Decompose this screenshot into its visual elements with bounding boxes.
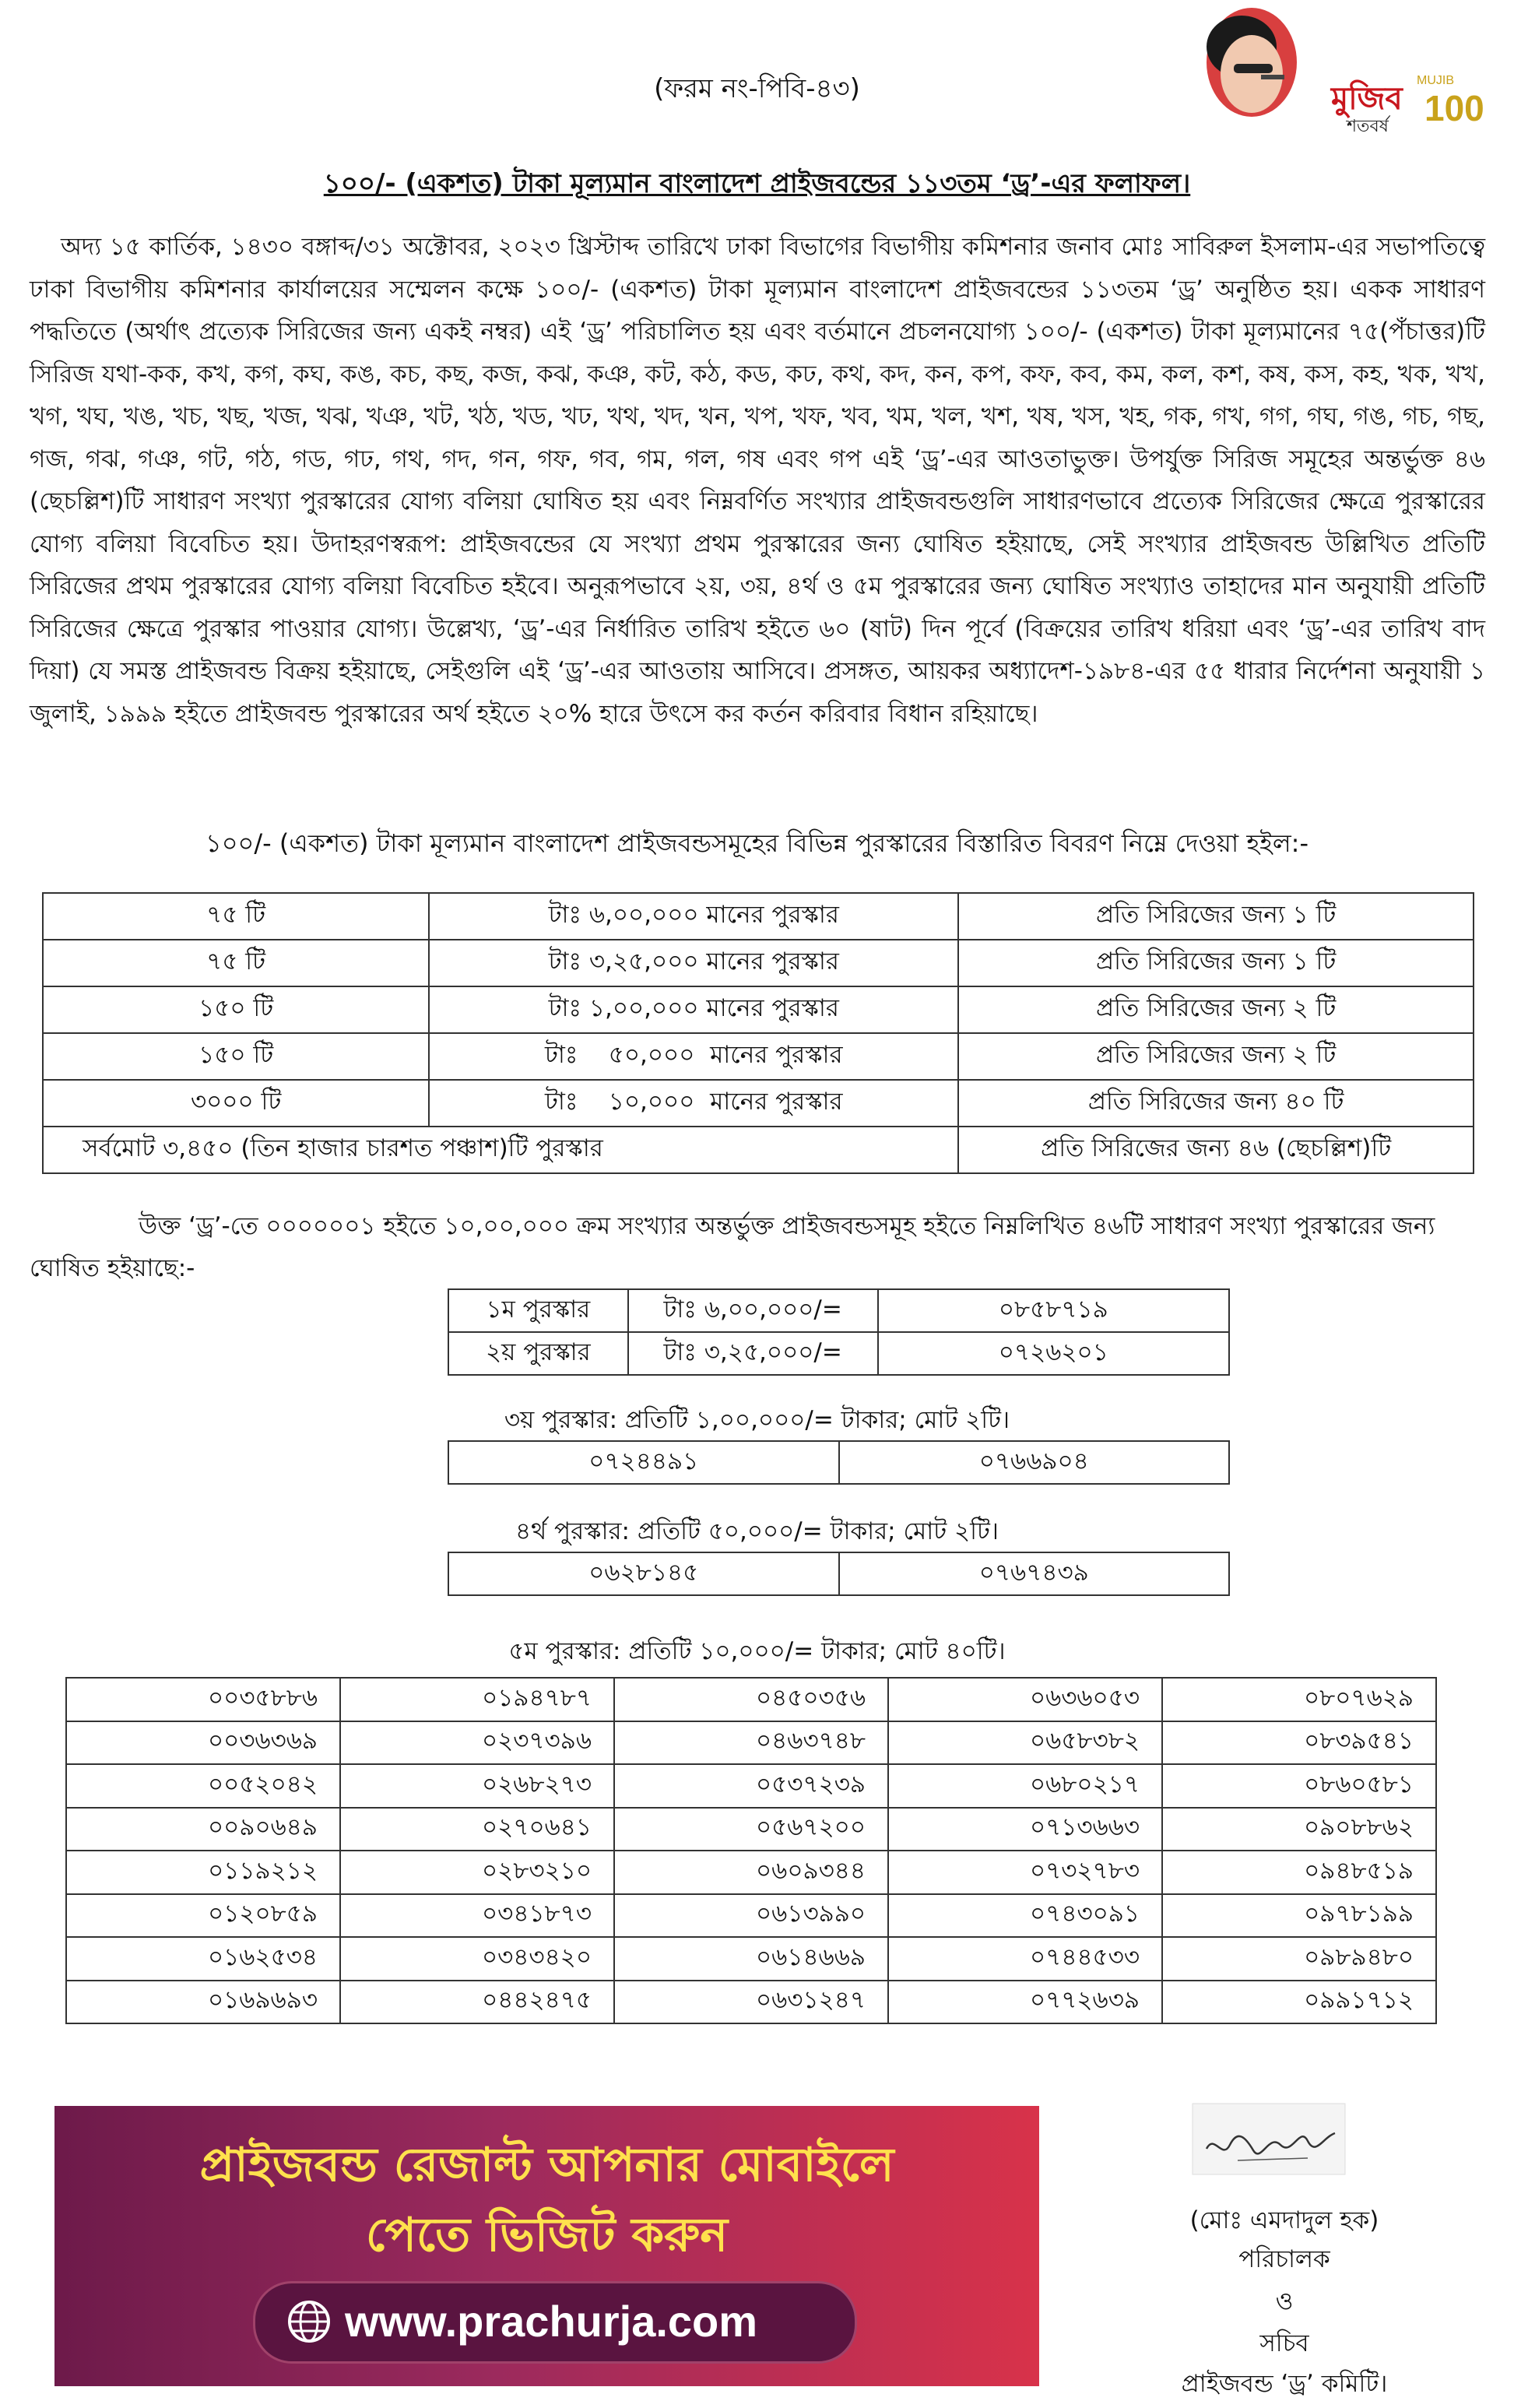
prize-per-series: প্রতি সিরিজের জন্য ২ টি	[958, 986, 1474, 1033]
prize-value: টাঃ ৫০,০০০ মানের পুরস্কার	[429, 1033, 958, 1080]
fourth-prize-caption: ৪র্থ পুরস্কার: প্রতিটি ৫০,০০০/= টাকার; মোট ২টি।	[515, 1517, 999, 1545]
winning-number: ০৭৭২৬৩৯	[888, 1981, 1162, 2024]
winning-number: ০১৯৪৭৮৭	[340, 1678, 614, 1721]
prize-count: ১৫০ টি	[43, 986, 429, 1033]
logo-latin: MUJIB	[1417, 74, 1454, 87]
banner-headline-2: পেতে ভিজিট করুন	[365, 2208, 729, 2262]
winning-number: ০২৩৭৩৯৬	[340, 1721, 614, 1765]
winning-number: ০৬০৯৩৪৪	[614, 1851, 888, 1894]
table-row	[43, 1080, 1474, 1127]
winning-number: ০২৭০৬৪১	[340, 1808, 614, 1851]
winning-number: ০৬১৪৬৬৯	[614, 1937, 888, 1981]
winning-number: ০৪৪২৪৭৫	[340, 1981, 614, 2024]
banner-url-pill[interactable]	[253, 2281, 857, 2364]
logo-number: 100	[1424, 88, 1484, 128]
document-title: ১০০/- (একশত) টাকা মূল্যমান বাংলাদেশ প্রাইজবন্ডের ১১৩তম ‘ড্র’-এর ফলাফল।	[323, 168, 1191, 199]
prize-count: ৭৫ টি	[43, 893, 429, 940]
prize-label: ১ম পুরস্কার	[448, 1289, 628, 1332]
logo-text: মুজিব	[1331, 81, 1403, 117]
winning-number: ০৫৩৭২৩৯	[614, 1764, 888, 1808]
fourth-prize-table	[448, 1552, 1230, 1596]
intro-paragraph: অদ্য ১৫ কার্তিক, ১৪৩০ বঙ্গাব্দ/৩১ অক্টোবর, ২০২৩ খ্রিস্টাব্দ তারিখে ঢাকা বিভাগের বিভাগীয় কমিশনার জনাব মোঃ সাবিরুল ইসলাম-এর সভাপতিত্বে ঢাকা বিভাগীয় কমিশনার কার্যালয়ের সম্মেলন কক্ষে ১০০/- (একশত) টাকা মূল্যমান বাংলাদেশ প্রাইজবন্ডের ১১৩তম ‘ড্র’ অনুষ্ঠিত হয়। একক সাধারণ পদ্ধতিতে (অর্থাৎ প্রত্যেক সিরিজের জন্য একই নম্বর) এই ‘ড্র’ পরিচালিত হয় এবং বর্তমানে প্রচলনযোগ্য ১০০/- (একশত) টাকা মূল্যমানের ৭৫(পঁচাত্তর)টি সিরিজ যথা-কক, কখ, কগ, কঘ, কঙ, কচ, কছ, কজ, কঝ, কঞ, কট, কঠ, কড, কঢ, কথ, কদ, কন, কপ, কফ, কব, কম, কল, কশ, কষ, কস, কহ, খক, খখ, খগ, খঘ, খঙ, খচ, খছ, খজ, খঝ, খঞ, খট, খঠ, খড, খঢ, খথ, খদ, খন, খপ, খফ, খব, খম, খল, খশ, খষ, খস, খহ, গক, গখ, গগ, গঘ, গঙ, গচ, গছ, গজ, গঝ, গঞ, গট, গঠ, গড, গঢ, গথ, গদ, গন, গফ, গব, গম, গল, গষ এবং গপ এই ‘ড্র’-এর আওতাভুক্ত। উপর্যুক্ত সিরিজ সমূহের অন্তর্ভুক্ত ৪৬ (ছেচল্লিশ)টি সাধারণ সংখ্যা পুরস্কারের যোগ্য বলিয়া ঘোষিত হয় এবং নিম্নবর্ণিত সংখ্যার প্রাইজবন্ডগুলি সাধারণভাবে প্রত্যেক সিরিজের ক্ষেত্রে পুরস্কারের যোগ্য বলিয়া বিবেচিত হয়। উদাহরণস্বরূপ: প্রাইজবন্ডের যে সংখ্যা প্রথম পুরস্কারের জন্য ঘোষিত হইয়াছে, সেই সংখ্যার প্রাইজবন্ড উল্লিখিত প্রতিটি সিরিজের প্রথম পুরস্কারের যোগ্য বলিয়া বিবেচিত হইবে। অনুরূপভাবে ২য়, ৩য়, ৪র্থ ও ৫ম পুরস্কারের জন্য ঘোষিত সংখ্যাও তাহাদের মান অনুযায়ী প্রতিটি সিরিজের ক্ষেত্রে পুরস্কার পাওয়ার যোগ্য। উল্লেখ্য, ‘ড্র’-এর নির্ধারিত তারিখ হইতে ৬০ (ষাট) দিন পূর্বে (বিক্রয়ের তারিখ ধরিয়া এবং ‘ড্র’-এর তারিখ বাদ দিয়া) যে সমস্ত প্রাইজবন্ড বিক্রয় হইয়াছে, সেইগুলি এই ‘ড্র’-এর আওতায় আসিবে। প্রসঙ্গত, আয়কর অধ্যাদেশ-১৯৮৪-এর ৫৫ ধারার নির্দেশনা অনুযায়ী ১ জুলাই, ১৯৯৯ হইতে প্রাইজবন্ড পুরস্কারের অর্থ হইতে ২০% হারে উৎসে কর কর্তন করিবার বিধান রহিয়াছে।	[30, 233, 1485, 728]
signatory-and: ও	[1275, 2287, 1294, 2315]
winning-number: ০৩৪১৮৭৩	[340, 1894, 614, 1938]
prachurja-promo-banner[interactable]	[54, 2106, 1039, 2386]
winning-number: ০৫৬৭২০০	[614, 1808, 888, 1851]
table-row	[66, 1851, 1436, 1894]
winning-number: ০৩৪৩৪২০	[340, 1937, 614, 1981]
table-row	[43, 940, 1474, 986]
winning-number: ০৯০৮৮৬২	[1162, 1808, 1436, 1851]
winners-intro: উক্ত ‘ড্র’-তে ০০০০০০১ হইতে ১০,০০,০০০ ক্রম সংখ্যার অন্তর্ভুক্ত প্রাইজবন্ডসমূহ হইতে নিম্নলিখিত ৪৬টি সাধারণ সংখ্যা পুরস্কারের জন্য ঘোষিত হইয়াছে:-	[30, 1212, 1435, 1282]
winning-number: ০৬৮০২১৭	[888, 1764, 1162, 1808]
prize-per-series: প্রতি সিরিজের জন্য ২ টি	[958, 1033, 1474, 1080]
prize-count: ৭৫ টি	[43, 940, 429, 986]
winning-number: ০৮৩৯৫৪১	[1162, 1721, 1436, 1765]
winning-number: ০৭২৬২০১	[878, 1332, 1229, 1375]
third-prize-table	[448, 1440, 1230, 1485]
table-row	[448, 1289, 1229, 1332]
winning-number: ০১১৯২১২	[66, 1851, 340, 1894]
table-row	[448, 1332, 1229, 1375]
table-row	[66, 1981, 1436, 2024]
signatory-role: পরিচালক	[1238, 2245, 1330, 2273]
winning-number: ০৬৩৬০৫৩	[888, 1678, 1162, 1721]
prize-amount: টাঃ ৩,২৫,০০০/=	[628, 1332, 878, 1375]
winning-number: ০০৩৫৮৮৬	[66, 1678, 340, 1721]
winning-number: ০৭৪৩০৯১	[888, 1894, 1162, 1938]
table-row	[448, 1552, 1229, 1595]
prize-value: টাঃ ১০,০০০ মানের পুরস্কার	[429, 1080, 958, 1127]
form-number: (ফরম নং-পিবি-৪৩)	[654, 73, 860, 104]
winning-number: ০৬৫৮৩৮২	[888, 1721, 1162, 1765]
winning-number: ০৭৬৭৪৩৯	[839, 1552, 1230, 1595]
table-row	[66, 1894, 1436, 1938]
prize-details-table	[42, 892, 1474, 1174]
winning-number: ০১৬২৫৩৪	[66, 1937, 340, 1981]
winning-number: ০৬১৩৯৯০	[614, 1894, 888, 1938]
winning-number: ০৬৩১২৪৭	[614, 1981, 888, 2024]
winning-number: ০৯৪৮৫১৯	[1162, 1851, 1436, 1894]
first-second-prize-table	[448, 1288, 1230, 1376]
winning-number: ০৯৯১৭১২	[1162, 1981, 1436, 2024]
prize-label: ২য় পুরস্কার	[448, 1332, 628, 1375]
winning-number: ০৮৬০৫৮১	[1162, 1764, 1436, 1808]
table-row	[43, 986, 1474, 1033]
prize-per-series: প্রতি সিরিজের জন্য ১ টি	[958, 940, 1474, 986]
prize-table-heading: ১০০/- (একশত) টাকা মূল্যমান বাংলাদেশ প্রাইজবন্ডসমূহের বিভিন্ন পুরস্কারের বিস্তারিত বিবরণ নিম্নে দেওয়া হইল:-	[205, 828, 1309, 858]
table-row	[43, 1033, 1474, 1080]
logo-subtext: শতবর্ষ	[1347, 117, 1389, 136]
winning-number: ০০৫২০৪২	[66, 1764, 340, 1808]
winning-number: ০৮৫৮৭১৯	[878, 1289, 1229, 1332]
signatory-role-2: সচিব	[1259, 2329, 1309, 2357]
table-row	[43, 893, 1474, 940]
winning-number: ০৭৩২৭৮৩	[888, 1851, 1162, 1894]
prize-value: টাঃ ১,০০,০০০ মানের পুরস্কার	[429, 986, 958, 1033]
winning-number: ০৯৮৯৪৮০	[1162, 1937, 1436, 1981]
banner-url[interactable]: www.prachurja.com	[345, 2297, 758, 2346]
winning-number: ০২৮৩২১০	[340, 1851, 614, 1894]
winning-number: ০৪৬৩৭৪৮	[614, 1721, 888, 1765]
prize-count: ৩০০০ টি	[43, 1080, 429, 1127]
winning-number: ০৬২৮১৪৫	[448, 1552, 839, 1595]
total-per-series: প্রতি সিরিজের জন্য ৪৬ (ছেচল্লিশ)টি	[958, 1127, 1474, 1173]
table-row	[448, 1441, 1229, 1484]
third-prize-caption: ৩য় পুরস্কার: প্রতিটি ১,০০,০০০/= টাকার; মোট ২টি।	[504, 1406, 1010, 1434]
winning-number: ০৪৫০৩৫৬	[614, 1678, 888, 1721]
winning-number: ০১৬৯৬৯৩	[66, 1981, 340, 2024]
winning-number: ০০৯০৬৪৯	[66, 1808, 340, 1851]
winning-number: ০৭১৩৬৬৩	[888, 1808, 1162, 1851]
prize-value: টাঃ ৩,২৫,০০০ মানের পুরস্কার	[429, 940, 958, 986]
prize-per-series: প্রতি সিরিজের জন্য ৪০ টি	[958, 1080, 1474, 1127]
fifth-prize-table	[65, 1677, 1437, 2024]
signatory-committee: প্রাইজবন্ড ‘ড্র’ কমিটি।	[1181, 2370, 1388, 2398]
signature-image	[1191, 2102, 1347, 2176]
prize-count: ১৫০ টি	[43, 1033, 429, 1080]
prize-per-series: প্রতি সিরিজের জন্য ১ টি	[958, 893, 1474, 940]
winning-number: ০২৬৮২৭৩	[340, 1764, 614, 1808]
table-row	[66, 1678, 1436, 1721]
banner-headline-1: প্রাইজবন্ড রেজাল্ট আপনার মোবাইলে	[199, 2138, 894, 2192]
fifth-prize-caption: ৫ম পুরস্কার: প্রতিটি ১০,০০০/= টাকার; মোট ৪০টি।	[508, 1637, 1006, 1665]
table-row	[66, 1764, 1436, 1808]
winning-number: ০৭২৪৪৯১	[448, 1441, 839, 1484]
winning-number: ০৯৭৮১৯৯	[1162, 1894, 1436, 1938]
table-row	[66, 1808, 1436, 1851]
winning-number: ০৮০৭৬২৯	[1162, 1678, 1436, 1721]
winning-number: ০১২০৮৫৯	[66, 1894, 340, 1938]
prize-value: টাঃ ৬,০০,০০০ মানের পুরস্কার	[429, 893, 958, 940]
total-label: সর্বমোট ৩,৪৫০ (তিন হাজার চারশত পঞ্চাশ)টি পুরস্কার	[43, 1127, 958, 1173]
winning-number: ০৭৬৬৯০৪	[839, 1441, 1230, 1484]
table-total-row	[43, 1127, 1474, 1173]
globe-icon	[286, 2299, 332, 2344]
winning-number: ০৭৪৪৫৩৩	[888, 1937, 1162, 1981]
table-row	[66, 1721, 1436, 1765]
signatory-name: (মোঃ এমদাদুল হক)	[1189, 2206, 1379, 2234]
winning-number: ০০৩৬৩৬৯	[66, 1721, 340, 1765]
prize-amount: টাঃ ৬,০০,০০০/=	[628, 1289, 878, 1332]
table-row	[66, 1937, 1436, 1981]
